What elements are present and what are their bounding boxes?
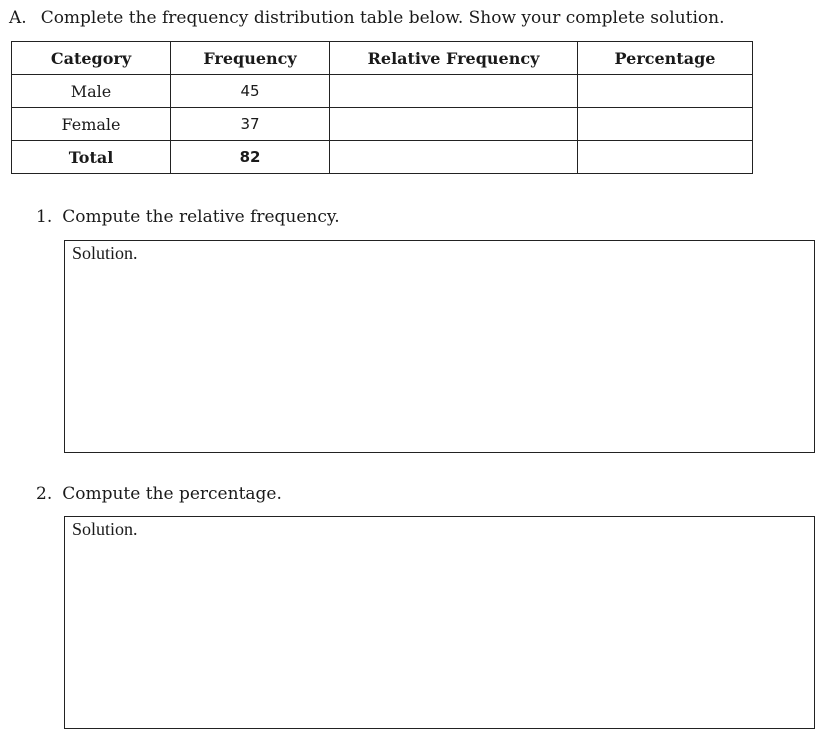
instruction: [9, 8, 725, 28]
instruction-text: Complete the frequency distribution table below. Show your complete solution.: [40, 8, 725, 28]
cell-category: Female: [12, 108, 171, 141]
question-text: Compute the relative frequency.: [62, 207, 340, 227]
cell-frequency: 37: [171, 108, 330, 141]
table-row: [12, 75, 753, 108]
question-number: 2.: [36, 484, 53, 504]
solution-box-1[interactable]: [64, 240, 815, 453]
header-category: Category: [12, 42, 171, 75]
table-header-row: [12, 42, 753, 75]
header-relative-frequency: Relative Frequency: [330, 42, 578, 75]
question-number: 1.: [36, 207, 53, 227]
cell-total-percentage[interactable]: [578, 141, 753, 174]
question-2: [36, 484, 282, 504]
question-1: [36, 207, 340, 227]
cell-total-label: Total: [12, 141, 171, 174]
header-frequency: Frequency: [171, 42, 330, 75]
solution-label: Solution.: [72, 243, 138, 263]
cell-total-frequency: 82: [171, 141, 330, 174]
cell-relative-frequency[interactable]: [330, 75, 578, 108]
instruction-letter: A.: [9, 8, 27, 28]
cell-percentage[interactable]: [578, 108, 753, 141]
table-total-row: [12, 141, 753, 174]
cell-frequency: 45: [171, 75, 330, 108]
cell-percentage[interactable]: [578, 75, 753, 108]
solution-label: Solution.: [72, 519, 138, 539]
cell-total-relative-frequency[interactable]: [330, 141, 578, 174]
table-row: [12, 108, 753, 141]
question-text: Compute the percentage.: [62, 484, 282, 504]
solution-box-2[interactable]: [64, 516, 815, 729]
cell-relative-frequency[interactable]: [330, 108, 578, 141]
frequency-table: [11, 41, 753, 174]
header-percentage: Percentage: [578, 42, 753, 75]
cell-category: Male: [12, 75, 171, 108]
